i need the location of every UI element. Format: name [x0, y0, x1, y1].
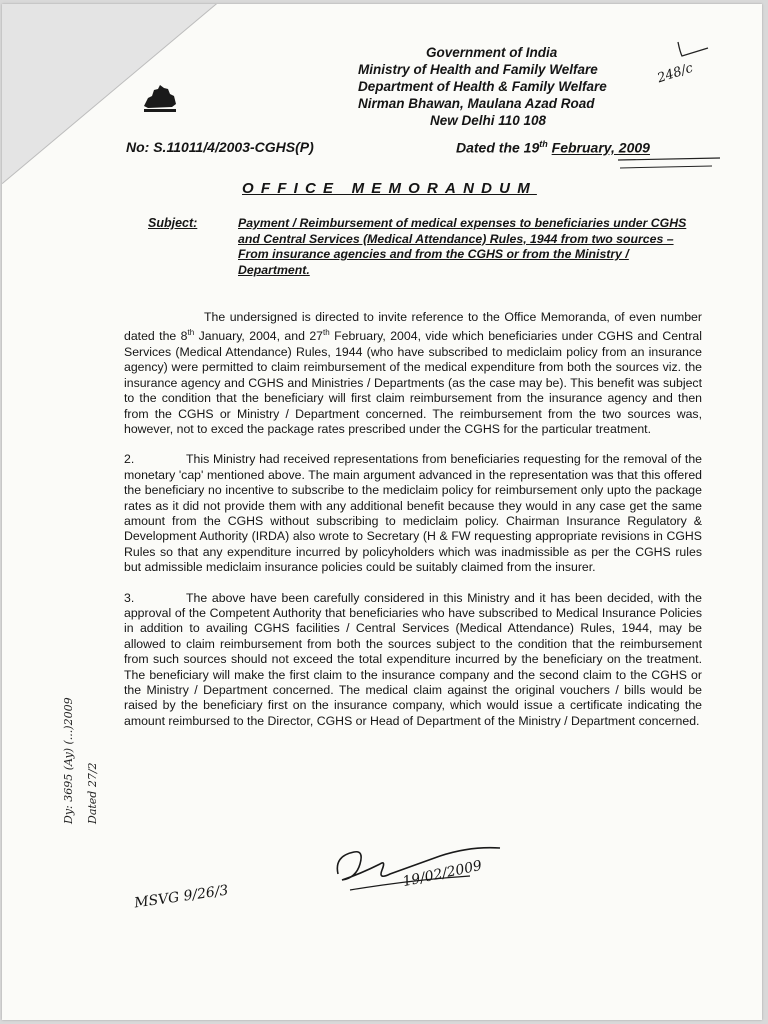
- subject-label: Subject:: [148, 216, 198, 230]
- signature-icon: [320, 834, 520, 900]
- paragraph-1: [124, 310, 702, 437]
- signature-date: 19/02/2009: [401, 857, 484, 891]
- margin-line-dated: Dated 27/2: [86, 762, 99, 824]
- reference-number: No: S.11011/4/2003-CGHS(P): [126, 139, 314, 155]
- memorandum-body: [124, 310, 702, 744]
- margin-line-diary: Dy: 3695 (Ay) (...)2009: [62, 697, 75, 824]
- p1-part3: February, 2004, vide which beneficiaries under CGHS and Central Services (Medical Attendance) Rules, 1944 (who have subscribed to mediclaim policy from an insurance agency) were permitted to claim reimbursement of the medical expenditure from both the sources viz. the insurance agency and CGHS and Ministries / Departments (as the case may be). This benefit was subject to the condition that the beneficiary will first claim reimbursement from the insurance agency and then from the CGHS or Ministry / Department concerned. The reimbursement from the two sources was, however, not to exced the package rates prescribed under the CGHS for the particular treatment.: [124, 329, 702, 436]
- p1-part2: January, 2004, and 27: [194, 329, 324, 344]
- date-prefix: Dated the 19: [456, 139, 540, 156]
- paragraph-2: [124, 452, 702, 575]
- paragraph-3-number: 3.: [124, 590, 135, 605]
- p1-sup2: th: [323, 328, 330, 338]
- date-month-year: February, 2009: [551, 139, 650, 156]
- date-suffix-sup: th: [539, 139, 548, 149]
- memorandum-title: OFFICE MEMORANDUM: [242, 180, 537, 197]
- subject-text: Payment / Reimbursement of medical expenses to beneficiaries under CGHS and Central Services (Medical Attendance) Rules, 1944 from two sources – From insurance agencies and from the CGHS or from the Ministry / Department.: [238, 216, 687, 277]
- paragraph-3-text: The above have been carefully considered in this Ministry and it has been decided, with the approval of the Competent Authority that beneficiaries who have subscribed to Medical Insurance Policies in addition to availing CGHS facilities / Central Services (Medical Attendance) Rules, 1944, may be allowed to claim reimbursement from both the sources subject to the condition that the reimbursement from such sources should not exceed the total expenditure incurred by the beneficiary on the treatment. The beneficiary will make the first claim to the insurance company and the second claim to the CGHS or the Ministry / Department concerned. The medical claim against the original vouchers / bills would be raised by the beneficiary first on the insurance company, which would issue a certificate indicating the amount reimbursed to the Director, CGHS or Head of Department of the Ministry / Department concerned.: [124, 590, 702, 728]
- margin-handwriting: [56, 664, 106, 834]
- handwritten-bottom-note: MSVG 9/26/3: [133, 882, 230, 912]
- header-line-government: Government of India: [426, 45, 558, 60]
- paragraph-2-text: This Ministry had received representations from beneficiaries requesting for the removal of the monetary 'cap' mentioned above. The main argument advanced in the representation was that this offered the beneficiary no incentive to subscribe to the mediclaim policy for reimbursement only upto the package rates as it did not provide them with any additional benefit because they would in any case get the same amount from the CGHS without subscribing to mediclaim policy. Chairman Insurance Regulatory & Development Authority (IRDA) also wrote to Secretary (H & FW requesting appropriate revisions in CGHS Rules so that any expenditure incurred by policyholders which was inadmissible as per the CGHS rules but admissible mediclaim insurance policies could be suitably claimed from the insurer.: [124, 452, 702, 575]
- p1-part1: The undersigned is directed to invite reference to the Office Memoranda, of even number dated the 8: [124, 310, 702, 344]
- paragraph-3: [124, 591, 702, 730]
- header-line-ministry: Ministry of Health and Family Welfare: [358, 62, 598, 77]
- header-line-address: Nirman Bhawan, Maulana Azad Road: [358, 96, 595, 111]
- letterhead: [358, 44, 658, 129]
- handwritten-underline: [616, 154, 726, 174]
- header-line-city: New Delhi 110 108: [430, 113, 547, 128]
- p1-sup1: th: [187, 328, 195, 338]
- emblem-icon: [138, 80, 182, 114]
- header-line-department: Department of Health & Family Welfare: [358, 79, 607, 94]
- paragraph-2-number: 2.: [124, 452, 135, 467]
- handwritten-corner-note: 248/c: [655, 60, 695, 87]
- document-page: [2, 4, 762, 1020]
